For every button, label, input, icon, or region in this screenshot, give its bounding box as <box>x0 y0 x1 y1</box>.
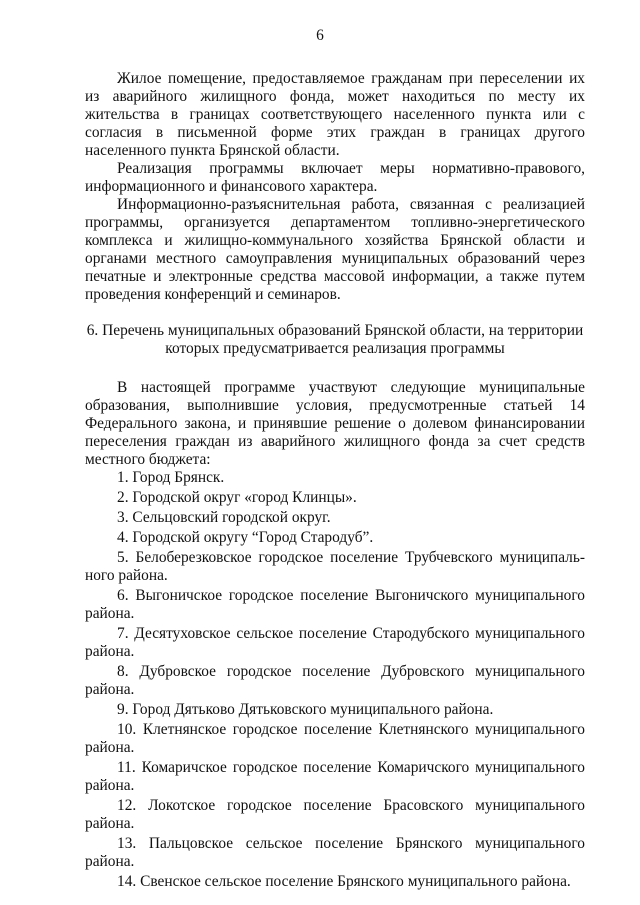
list-item: 4. Городской округу “Город Стародуб”. <box>117 529 374 546</box>
list-item: 5. Белоберезковское городское поселение Трубчевского муниципаль-ного района. <box>85 549 585 584</box>
paragraph: Реализация программы включает меры нормативно-правового, информационного и финансового характера. <box>85 160 585 195</box>
page-number: 6 <box>316 27 324 44</box>
intro-paragraph: В настоящей программе участвуют следующие муниципальные образования, выполнившие условия, предусмотренные статьей 14 Федерального закона, и принявшие решение о долевом финансировании переселения граждан из аварийного жилищного фонда за счет средств местного бюджета: <box>85 379 585 468</box>
list-item: 12. Локотское городское поселение Брасовского муниципального района. <box>85 797 585 832</box>
list-item: 7. Десятуховское сельское поселение Стародубского муниципального района. <box>85 625 585 660</box>
list-item: 11. Комаричское городское поселение Комаричского муниципального района. <box>85 759 585 794</box>
list-item: 3. Сельцовский городской округ. <box>117 509 331 526</box>
list-item: 6. Выгоничское городское поселение Выгоничского муниципального района. <box>85 587 585 622</box>
list-item: 10. Клетнянское городское поселение Клетнянского муниципального района. <box>85 721 585 756</box>
list-item: 2. Городской округ «город Клинцы». <box>117 489 357 506</box>
paragraph: Жилое помещение, предоставляемое гражданам при переселении их из аварийного жилищного фонда, может находиться по месту их жительства в границах соответствующего населенного пункта или с согласия в письменной форме этих граждан в границах другого населенного пункта Брянской области. <box>85 70 585 159</box>
list-item: 8. Дубровское городское поселение Дубровского муниципального района. <box>85 663 585 698</box>
list-item: 14. Свенское сельское поселение Брянского муниципального района. <box>117 873 571 890</box>
list-item: 13. Пальцовское сельское поселение Брянского муниципального района. <box>85 835 585 870</box>
section-heading: 6. Перечень муниципальных образований Брянской области, на территории которых предусматривается реализация программы <box>86 322 584 357</box>
list-item: 9. Город Дятьково Дятьковского муниципального района. <box>117 701 494 718</box>
document-body <box>85 70 585 893</box>
list-item: 1. Город Брянск. <box>117 469 225 486</box>
paragraph: Информационно-разъяснительная работа, связанная с реализацией программы, организуется департаментом топливно-энергетического комплекса и жилищно-коммунального хозяйства Брянской области и органами местного самоуправления муниципальных образований через печатные и электронные средства массовой информации, а также путем проведения конференций и семинаров. <box>85 196 585 303</box>
